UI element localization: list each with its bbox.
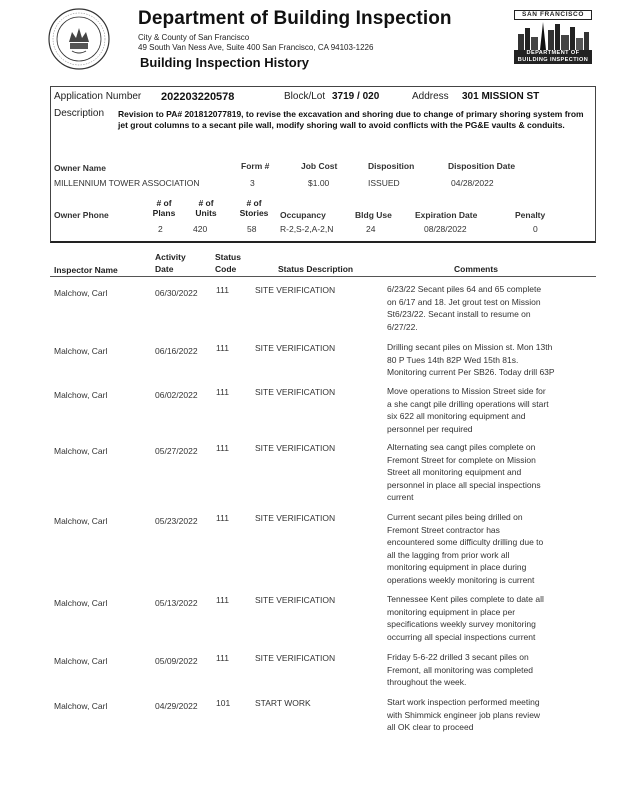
bldg-use-value: 24 (366, 224, 376, 234)
disposition-label: Disposition (368, 161, 415, 171)
owner-name: MILLENNIUM TOWER ASSOCIATION (54, 178, 200, 188)
status-code: 111 (216, 653, 229, 663)
block-lot-label: Block/Lot (284, 91, 326, 102)
job-cost: $1.00 (308, 178, 330, 188)
col-status-header-line1: Status (215, 252, 241, 262)
inspector-name: Malchow, Carl (54, 446, 108, 456)
comment-line: Move operations to Mission Street side for (387, 386, 546, 396)
comment-line: a she cangt pile drilling operations will start (387, 398, 549, 409)
status-description: SITE VERIFICATION (255, 387, 336, 397)
activity-date: 05/13/2022 (155, 598, 198, 608)
comment-line: Fremont Street contractor has (387, 524, 500, 535)
disposition-date: 04/28/2022 (451, 178, 494, 188)
penalty-label: Penalty (515, 210, 546, 220)
status-description: START WORK (255, 698, 311, 708)
inspector-name: Malchow, Carl (54, 598, 108, 608)
status-description: SITE VERIFICATION (255, 595, 336, 605)
units-value: 420 (193, 224, 208, 234)
inspector-name: Malchow, Carl (54, 701, 108, 711)
activity-date: 06/30/2022 (155, 288, 198, 298)
description-label: Description (54, 108, 105, 119)
comment (387, 283, 579, 333)
comment-line: Monitoring current Per SB26. Today drill 63P (387, 367, 555, 377)
department-address: 49 South Van Ness Ave, Suite 400 San Francisco, CA 94103-1226 (138, 43, 374, 52)
col-activity-header-line2: Date (155, 264, 174, 274)
form-label: Form # (241, 161, 270, 171)
col-activity-header-line1: Activity (155, 252, 186, 262)
occupancy-label: Occupancy (280, 210, 326, 220)
status-description: SITE VERIFICATION (255, 443, 336, 453)
plans-label: # of Plans (152, 198, 176, 218)
address-label: Address (412, 91, 449, 102)
comment-line: monitoring equipment in place per (387, 606, 516, 617)
inspector-name: Malchow, Carl (54, 656, 108, 666)
activity-date: 06/02/2022 (155, 390, 198, 400)
status-description: SITE VERIFICATION (255, 513, 336, 523)
comment-line: Fremont, all monitoring was completed (387, 664, 533, 675)
job-cost-label: Job Cost (301, 161, 338, 171)
application-number-label: Application Number (54, 91, 142, 102)
skyline-icon (514, 20, 592, 50)
expiration-value: 08/28/2022 (424, 224, 467, 234)
comment (387, 441, 579, 504)
comment-line: all OK clear to proceed (387, 722, 474, 732)
comment-line: Current secant piles being drilled on (387, 512, 523, 522)
comment-line: Street all monitoring equipment and (387, 467, 522, 477)
owner-name-label: Owner Name (54, 163, 106, 173)
comment-line: on 6/17 and 18. Jet grout test on Mission (387, 296, 541, 307)
comment (387, 511, 579, 586)
disposition: ISSUED (368, 178, 400, 188)
comment-line: with Shimmick engineer job plans review (387, 709, 541, 720)
inspector-name: Malchow, Carl (54, 288, 108, 298)
comment-line: 6/27/22. (387, 321, 418, 332)
address-value: 301 MISSION ST (462, 91, 540, 102)
activity-date: 05/09/2022 (155, 656, 198, 666)
logo-bottom-line-1: DEPARTMENT OF (526, 50, 580, 56)
comment-line: occurring all special inspections current (387, 631, 536, 642)
comment-line: six 622 all monitoring equipment and (387, 411, 526, 421)
comment (387, 651, 579, 689)
activity-date: 05/27/2022 (155, 446, 198, 456)
expiration-label: Expiration Date (415, 210, 478, 220)
stories-label: # of Stories (239, 198, 269, 218)
logo-bottom (514, 50, 592, 64)
comment-line: throughout the week. (387, 677, 467, 687)
comment-line: current (387, 492, 414, 502)
status-description: SITE VERIFICATION (255, 285, 336, 295)
page-subtitle: Building Inspection History (140, 55, 310, 70)
dbi-logo (514, 10, 592, 64)
comment-line: 80 P Tues 14th 82P Wed 15th 81s. (387, 354, 519, 365)
status-code: 111 (216, 595, 229, 605)
penalty-value: 0 (533, 224, 538, 234)
col-comments-header: Comments (454, 264, 498, 274)
comment (387, 385, 579, 435)
bldg-use-label: Bldg Use (355, 210, 392, 220)
status-code: 101 (216, 698, 231, 708)
block-lot: 3719 / 020 (332, 91, 380, 102)
comment-line: St6/23/22. Secant install to resume on (387, 309, 531, 319)
comment-line: all the lagging from prior work all (387, 549, 510, 560)
plans-value: 2 (158, 224, 163, 234)
comment (387, 696, 579, 734)
comment (387, 341, 579, 379)
status-description: SITE VERIFICATION (255, 653, 336, 663)
col-inspector-header: Inspector Name (54, 265, 118, 275)
comment-line: Start work inspection performed meeting (387, 697, 540, 707)
comment-line: personnel in place all special inspections (387, 479, 541, 490)
activity-date: 06/16/2022 (155, 346, 198, 356)
comment-line: Friday 5-6-22 drilled 3 secant piles on (387, 652, 529, 662)
city-name: City & County of San Francisco (138, 33, 250, 42)
col-status-header-line2: Code (215, 264, 237, 274)
status-code: 111 (216, 387, 229, 397)
comment-line: Drilling secant piles on Mission st. Mon 13th (387, 342, 553, 352)
comment-line: personnel per required (387, 423, 473, 434)
inspector-name: Malchow, Carl (54, 516, 108, 526)
city-seal-icon (48, 8, 110, 70)
comment-line: Tennessee Kent piles complete to date all (387, 594, 544, 604)
status-code: 111 (216, 513, 229, 523)
comment-line: Fremont Street for complete on Mission (387, 454, 536, 465)
col-status-description-header: Status Description (278, 264, 354, 274)
comment-line: encountered some difficulty drilling due to (387, 537, 544, 547)
owner-phone-label: Owner Phone (54, 210, 109, 220)
comment-line: specifications weekly survey monitoring (387, 619, 536, 629)
comment-line: monitoring equipment in place during (387, 562, 527, 572)
comment-line: Alternating sea cangt piles complete on (387, 442, 536, 452)
units-label: # of Units (195, 198, 217, 218)
occupancy-value: R-2,S-2,A-2,N (280, 224, 334, 234)
status-code: 111 (216, 343, 229, 353)
status-description: SITE VERIFICATION (255, 343, 336, 353)
disposition-date-label: Disposition Date (448, 161, 516, 171)
status-code: 111 (216, 443, 229, 453)
form-value: 3 (250, 178, 255, 188)
activity-date: 05/23/2022 (155, 516, 198, 526)
table-header-rule (50, 276, 596, 277)
inspector-name: Malchow, Carl (54, 346, 108, 356)
page-title: Department of Building Inspection (138, 8, 452, 29)
status-code: 111 (216, 285, 229, 295)
inspector-name: Malchow, Carl (54, 390, 108, 400)
comment-line: operations weekly monitoring is current (387, 574, 535, 585)
activity-date: 04/29/2022 (155, 701, 198, 711)
logo-bottom-line-2: BUILDING INSPECTION (517, 57, 589, 63)
stories-value: 58 (247, 224, 257, 234)
application-number: 202203220578 (161, 91, 235, 103)
description-text: Revision to PA# 201812077819, to revise the excavation and shoring due to change of primary shoring system from jet grout columns to a secant pile wall, modify shoring wall to avoid conflicts with the PG&E vaults & conduits. (118, 109, 584, 130)
comment (387, 593, 579, 643)
comment-line: 6/23/22 Secant piles 64 and 65 complete (387, 284, 542, 294)
logo-top-text: SAN FRANCISCO (514, 10, 592, 20)
